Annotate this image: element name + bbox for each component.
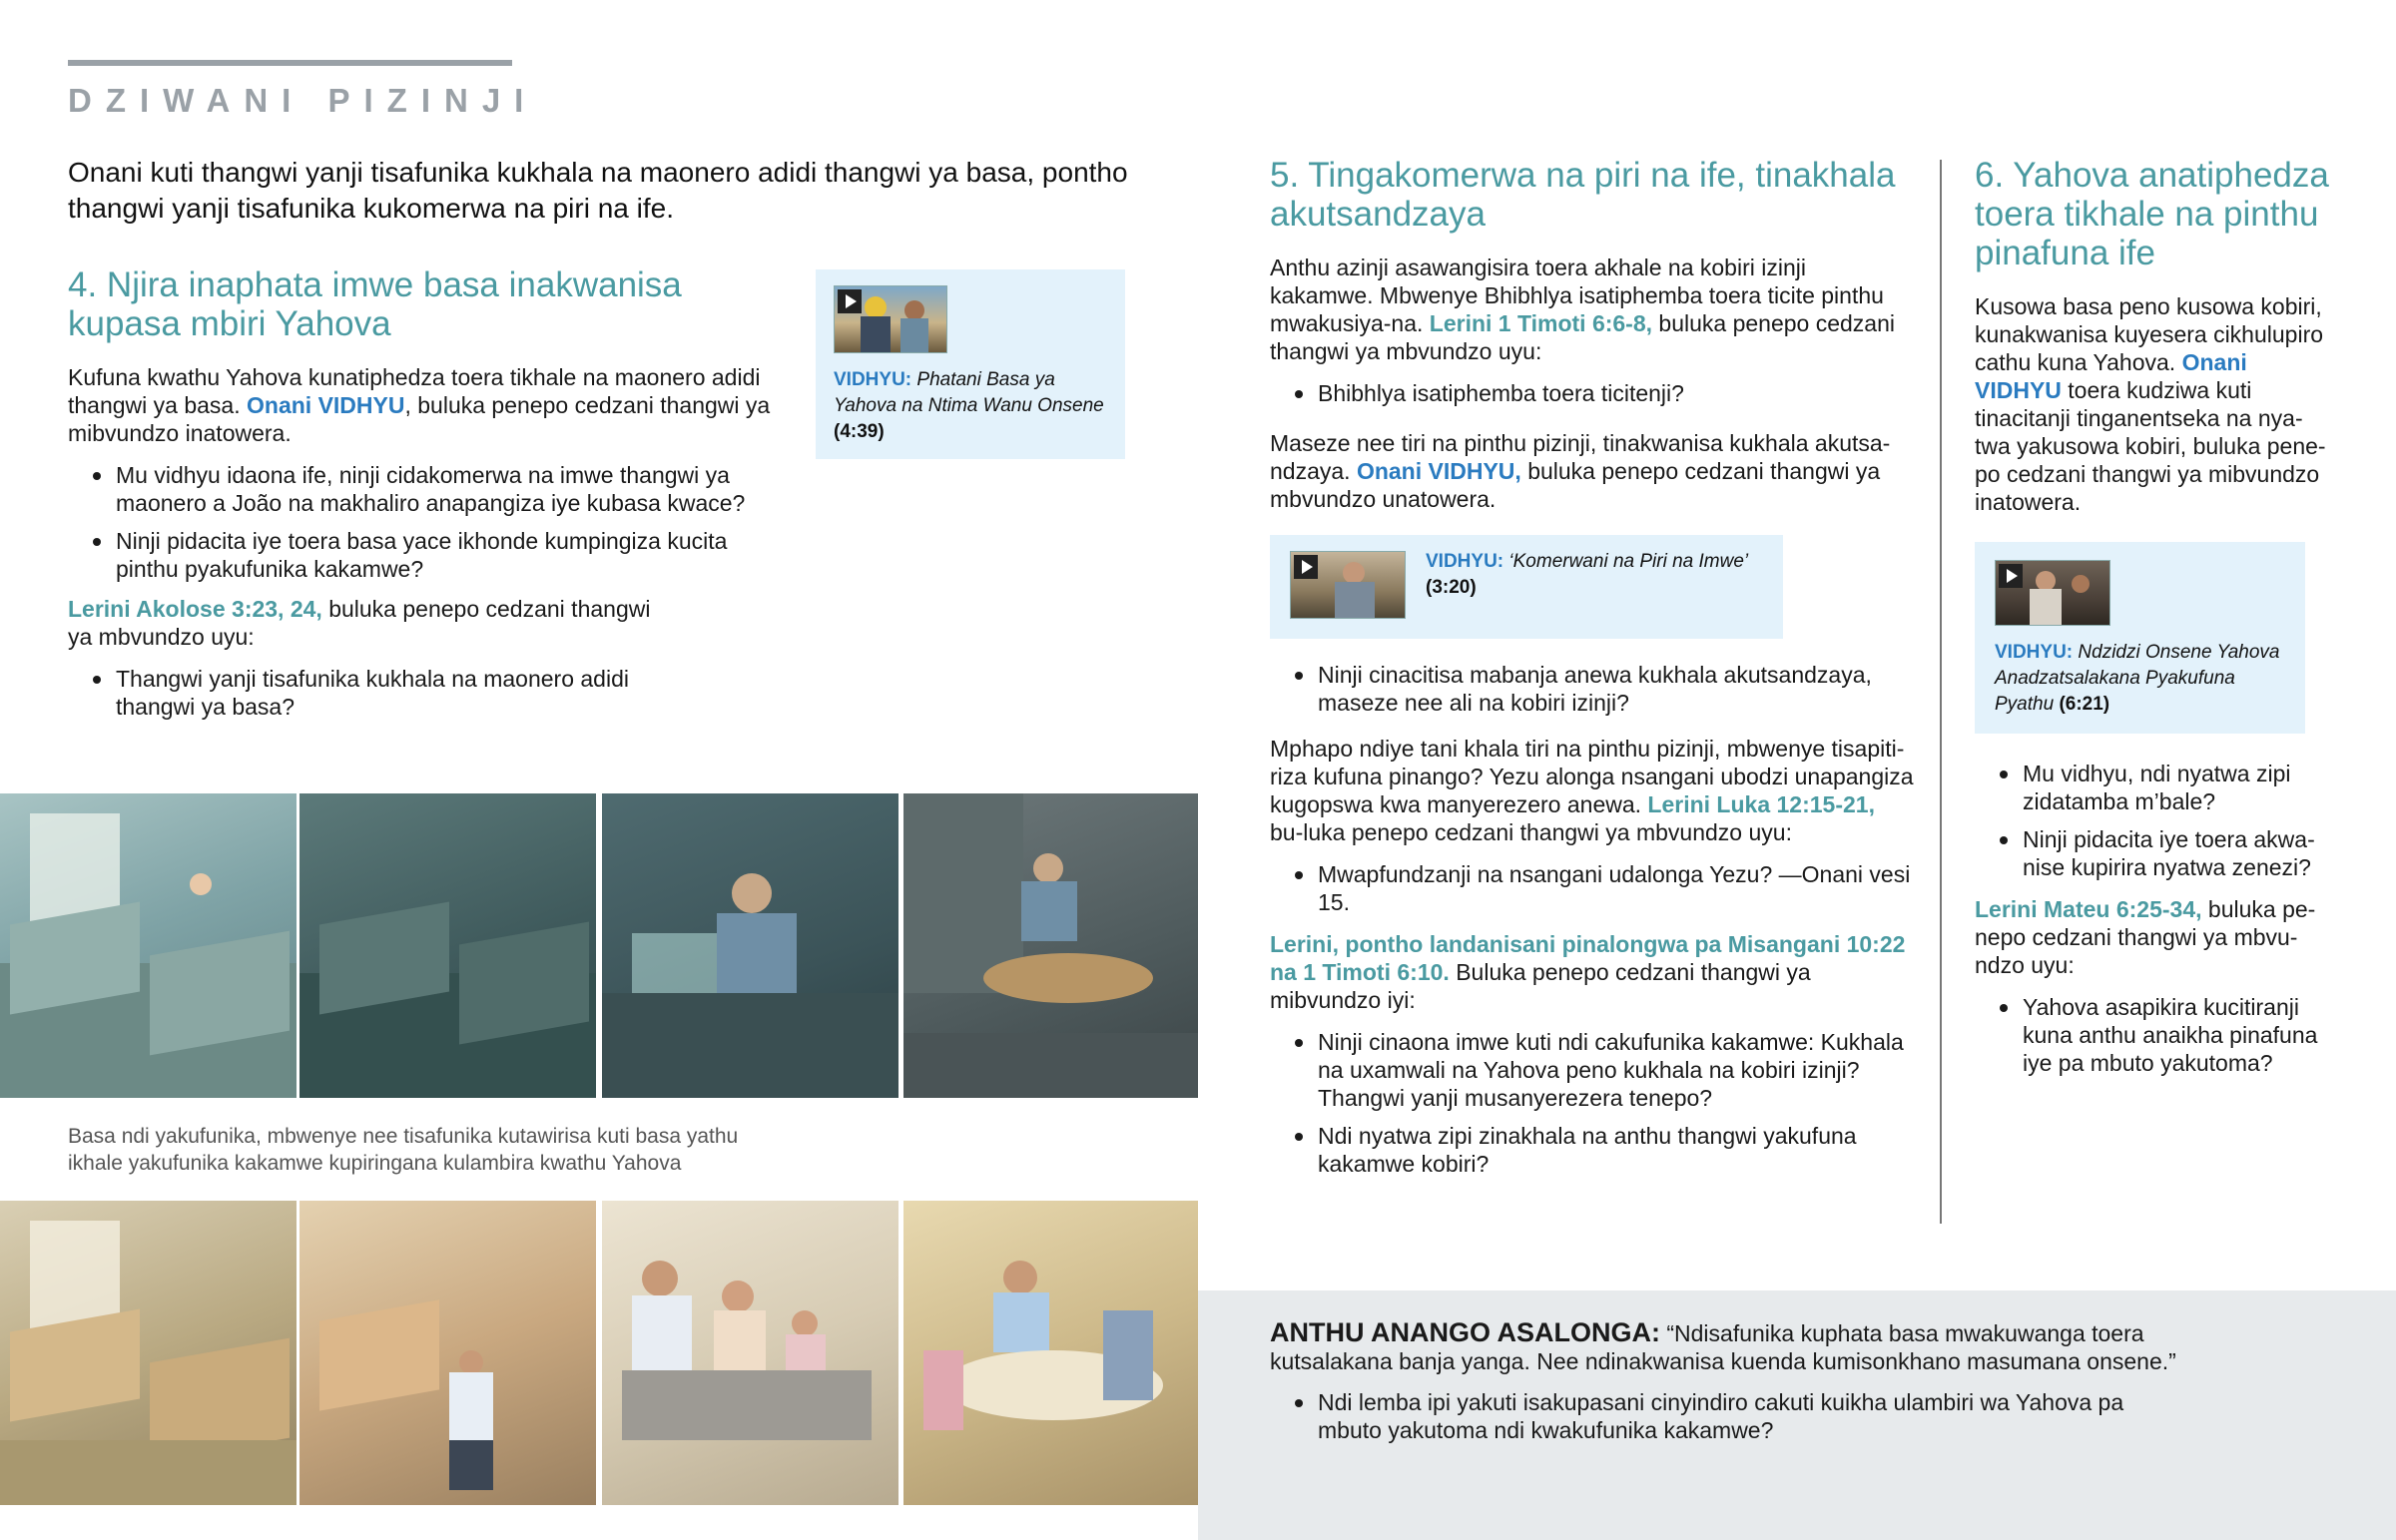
- office-illustration-3: [602, 793, 898, 1098]
- office-illustration-1: [0, 793, 297, 1098]
- family-illustration: [602, 1201, 898, 1505]
- play-icon[interactable]: [838, 289, 862, 313]
- office-illustration-4: [0, 1201, 297, 1505]
- play-icon[interactable]: [1294, 555, 1318, 579]
- watch-video-link[interactable]: Onani VIDHYU: [1975, 349, 2247, 403]
- section-5-paragraph-1: Anthu azinji asawangisira toera akhale na kobiri izinji kakamwe. Mbwenye Bhibhlya isatiphemba toera ticite pinthu mwakusiya-na. Lerini 1 Timoti 6:6-8, buluka penepo cedzani thangwi ya mbvundzo uyu:: [1270, 255, 1896, 364]
- section-4-paragraph-1: Kufuna kwathu Yahova kunatiphedza toera tikhale na maonero adidi thangwi ya basa. Onani VIDHYU, buluka penepo cedzani thangwi ya mibvundzo inatowera.: [68, 364, 771, 446]
- section-5-paragraph-3: Mphapo ndiye tani khala tiri na pinthu pizinji, mbwenye tisapiti-riza kufuna pinango? Yezu alonga nsangani ubodzi unapangiza kugopswa kwa manyerezero anewa. Lerini Luka 12:15-21, bu-luka penepo cedzani thangwi ya mbvundzo uyu:: [1270, 736, 1914, 845]
- list-item: Mu vidhyu idaona ife, ninji cidakomerwa na imwe thangwi ya maonero a João na makhaliro anapangiza iye kubasa kwace?: [68, 461, 787, 517]
- section-6: [1975, 156, 2334, 1087]
- list-item: Ndi nyatwa zipi zinakhala na anthu thangwi yakufuna kakamwe kobiri?: [1270, 1122, 1914, 1178]
- section-4: [68, 265, 787, 731]
- list-item: Yahova asapikira kucitiranji kuna anthu anaikha pinafuna iye pa mbuto yakutoma?: [1975, 993, 2324, 1077]
- video-label: VIDHYU: Ndzidzi Onsene Yahova Anadzatsalakana Pyakufuna Pyathu (6:21): [1995, 642, 2280, 715]
- section-6-paragraph-2: Lerini Mateu 6:25-34, buluka pe-nepo cedzani thangwi ya mbvu-ndzo uyu:: [1975, 896, 2316, 978]
- video-thumbnail[interactable]: [1290, 551, 1406, 619]
- scripture-link[interactable]: Lerini Luka 12:15-21,: [1647, 791, 1875, 817]
- video-label: VIDHYU: Phatani Basa ya Yahova na Ntima Wanu Onsene (4:39): [834, 369, 1104, 442]
- list-item: Ninji pidacita iye toera akwa-nise kupirira nyatwa zenezi?: [1975, 825, 2324, 881]
- video-box-section-4[interactable]: [816, 269, 1125, 459]
- list-item: Thangwi yanji tisafunika kukhala na maonero adidi thangwi ya basa?: [68, 665, 667, 721]
- section-6-questions-2: [1975, 993, 2324, 1077]
- list-item: Ninji pidacita iye toera basa yace ikhonde kumpingiza kucita pinthu pyakufunika kakamwe?: [68, 527, 787, 583]
- section-6-paragraph-1: Kusowa basa peno kusowa kobiri, kunakwanisa kuyesera cikhulupiro cathu kuna Yahova. Onani VIDHYU toera kudziwa kuti tinacitanji tinganentseka na nya-twa yakusowa kobiri, buluka pene-po cedzani thangwi ya mibvundzo inatowera.: [1975, 293, 2326, 515]
- list-item: Mu vidhyu, ndi nyatwa zipi zidatamba m’bale?: [1975, 760, 2324, 815]
- list-item: Ninji cinacitisa mabanja anewa kukhala akutsandzaya, maseze nee ali na kobiri izinji?: [1270, 661, 1914, 717]
- column-divider: [1940, 160, 1942, 1224]
- others-say-quote: ANTHU ANANGO ASALONGA: “Ndisafunika kuphata basa mwakuwanga toera kutsalakana banja yanga. Nee ndinakwanisa kuenda kumisonkhano masumana onsene.”: [1270, 1317, 2176, 1374]
- list-item: Ninji cinaona imwe kuti ndi cakufunika kakamwe: Kukhala na uxamwali na Yahova peno kukhala na kobiri izinji? Thangwi yanji musanyerezera tenepo?: [1270, 1028, 1914, 1112]
- section-5-questions-1: [1270, 379, 1914, 407]
- section-5-paragraph-2: Maseze nee tiri na pinthu pizinji, tinakwanisa kukhala akutsa-ndzaya. Onani VIDHYU, buluka penepo cedzani thangwi ya mbvundzo unatowera.: [1270, 430, 1891, 512]
- section-4-questions-1: [68, 461, 787, 583]
- others-say-box: [1198, 1290, 2396, 1540]
- section-6-title: 6. Yahova anatiphedza toera tikhale na pinthu pinafuna ife: [1975, 156, 2329, 272]
- section-kicker: DZIWANI PIZINJI: [68, 82, 538, 119]
- section-4-paragraph-2: Lerini Akolose 3:23, 24, buluka penepo cedzani thangwi ya mbvundzo uyu:: [68, 596, 651, 650]
- list-item: Ndi lemba ipi yakuti isakupasani cinyindiro cakuti kuikha ulambiri wa Yahova pa mbuto yakutoma ndi kwakufunika kakamwe?: [1270, 1388, 2168, 1444]
- play-icon[interactable]: [1999, 564, 2023, 588]
- section-4-questions-2: [68, 665, 667, 721]
- kitchen-illustration: [903, 793, 1198, 1098]
- section-5-questions-3: [1270, 860, 1914, 916]
- office-illustration-2: [300, 793, 596, 1098]
- section-6-questions-1: [1975, 760, 2324, 881]
- scripture-link[interactable]: Lerini Akolose 3:23, 24,: [68, 596, 322, 622]
- watch-video-link[interactable]: Onani VIDHYU: [247, 392, 405, 418]
- scripture-link[interactable]: Lerini, pontho landanisani pinalongwa pa Misangani 10:22 na 1 Timoti 6:10.: [1270, 931, 1906, 985]
- scripture-link[interactable]: Lerini Mateu 6:25-34,: [1975, 896, 2202, 922]
- video-box-section-6[interactable]: [1975, 542, 2305, 734]
- scripture-link[interactable]: Lerini 1 Timoti 6:6-8,: [1429, 310, 1653, 336]
- video-thumbnail[interactable]: [834, 285, 947, 353]
- video-label: VIDHYU: ‘Komerwani na Piri na Imwe’ (3:20): [1426, 551, 1749, 598]
- intro-text: Onani kuti thangwi yanji tisafunika kukhala na maonero adidi thangwi ya basa, pontho thangwi yanji tisafunika kukomerwa na piri na ife.: [68, 157, 1128, 224]
- section-4-title: 4. Njira inaphata imwe basa inakwanisa kupasa mbiri Yahova: [68, 265, 682, 343]
- section-5-paragraph-4: Lerini, pontho landanisani pinalongwa pa Misangani 10:22 na 1 Timoti 6:10. Buluka penepo cedzani thangwi ya mibvundzo iyi:: [1270, 931, 1906, 1013]
- office-illustration-5: [300, 1201, 596, 1505]
- section-5-questions-2: [1270, 661, 1914, 717]
- watch-video-link[interactable]: Onani VIDHYU,: [1356, 458, 1521, 484]
- family-dinner-illustration: [903, 1201, 1198, 1505]
- others-say-questions: [1270, 1388, 2168, 1454]
- kicker-bar: [68, 60, 512, 66]
- video-thumbnail[interactable]: [1995, 560, 2110, 626]
- video-box-section-5[interactable]: [1270, 535, 1783, 639]
- list-item: Mwapfundzanji na nsangani udalonga Yezu? —Onani vesi 15.: [1270, 860, 1914, 916]
- section-5-questions-4: [1270, 1028, 1914, 1178]
- section-5-title: 5. Tingakomerwa na piri na ife, tinakhala akutsandzaya: [1270, 156, 1896, 234]
- list-item: Bhibhlya isatiphemba toera ticitenji?: [1270, 379, 1914, 407]
- section-5: [1270, 156, 1914, 1188]
- illustration-caption: Basa ndi yakufunika, mbwenye nee tisafunika kutawirisa kuti basa yathu ikhale yakufunika kakamwe kupiringana kulambira kwathu Yahova: [68, 1125, 739, 1175]
